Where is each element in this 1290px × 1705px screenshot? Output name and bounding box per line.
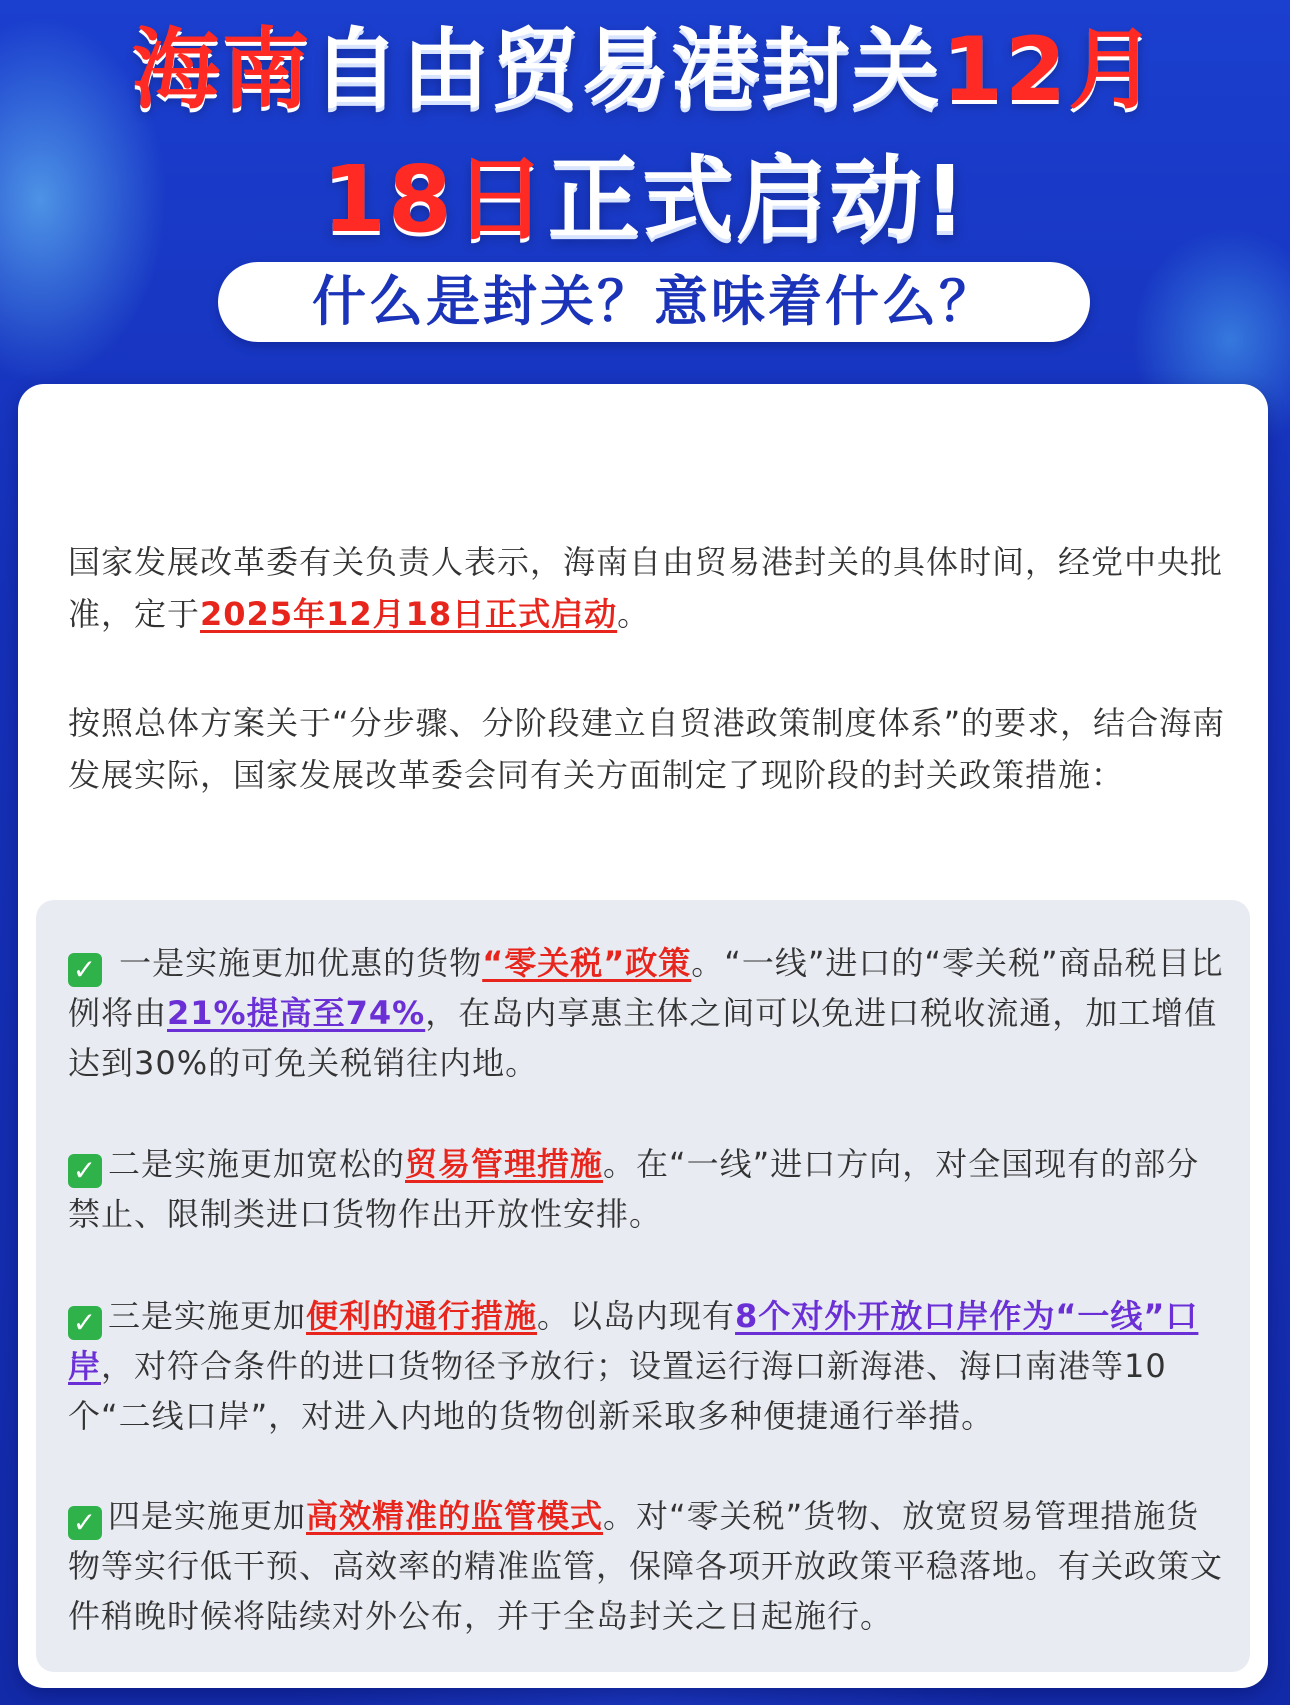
measure-text: ，对符合条件的进口货物径予放行；设置运行海口新海港、海口南港等10个“二线口岸”，对进入内地的货物创新采取多种便捷通行举措。 — [68, 1347, 1167, 1435]
measure-text: 四是实施更加 — [108, 1497, 307, 1535]
measure-text: 。在“一线”进口方向，对全国现有的部分禁止、限制类进口货物作出开放性安排。 — [68, 1145, 1200, 1233]
check-mark-icon: ✓ — [68, 1306, 102, 1340]
measure-highlight-purple: 21%提高至74% — [167, 994, 426, 1032]
measure-text: 。以岛内现有 — [537, 1297, 736, 1335]
check-mark-icon: ✓ — [68, 1154, 102, 1188]
title-red-hainan: 海南 — [131, 18, 312, 121]
main-title-line-2 — [0, 148, 1290, 252]
content-card — [18, 384, 1268, 1688]
subtitle-pill: 什么是封关？意味着什么？ — [218, 262, 1090, 342]
measure-highlight-purple: 8个对外开放口岸作为“一线”口岸 — [68, 1297, 1199, 1385]
title-white-ftz: 自由贸易港封关 — [311, 18, 942, 121]
measure-text: 二是实施更加宽松的 — [108, 1145, 406, 1183]
check-mark-icon: ✓ — [68, 953, 102, 987]
measures-panel — [36, 900, 1250, 1672]
measure-text: 一是实施更加优惠的货物 — [108, 944, 483, 982]
measure-highlight-red: 便利的通行措施 — [306, 1297, 538, 1335]
measure-text: 三是实施更加 — [108, 1297, 307, 1335]
measure-item-3 — [68, 1291, 1228, 1441]
measure-text: ，在岛内享惠主体之间可以免进口税收流通，加工增值达到30%的可免关税销往内地。 — [68, 994, 1218, 1082]
launch-date-highlight: 2025年12月18日正式启动 — [200, 595, 618, 633]
measure-highlight-red: “零关税”政策 — [482, 944, 692, 982]
measure-item-2 — [68, 1139, 1228, 1239]
title-red-18th: 18日 — [322, 146, 549, 253]
intro-paragraph-2: 按照总体方案关于“分步骤、分阶段建立自贸港政策制度体系”的要求，结合海南发展实际，国家发展改革委会同有关方面制定了现阶段的封关政策措施： — [68, 704, 1226, 794]
measure-item-1 — [68, 938, 1228, 1088]
title-white-launch: 正式启动! — [548, 146, 968, 253]
main-title-line-1 — [0, 20, 1290, 120]
measure-item-4 — [68, 1491, 1228, 1641]
intro-text: 国家发展改革委有关负责人表示，海南自由贸易港封关的具体时间，经党中央批准，定于 — [68, 543, 1224, 633]
check-mark-icon: ✓ — [68, 1506, 102, 1540]
measure-highlight-red: 贸易管理措施 — [405, 1145, 604, 1183]
measure-highlight-red: 高效精准的监管模式 — [306, 1497, 604, 1535]
measure-text: 。“一线”进口的“零关税”商品税目比例将由 — [68, 944, 1224, 1032]
intro-end: 。 — [617, 595, 651, 633]
measure-text: 。对“零关税”货物、放宽贸易管理措施货物等实行低干预、高效率的精准监管，保障各项开放政策平稳落地。有关政策文件稍晚时候将陆续对外公布，并于全岛封关之日起施行。 — [68, 1497, 1224, 1635]
title-red-december: 12月 — [941, 18, 1159, 121]
header — [0, 0, 1290, 370]
intro-paragraph-1 — [68, 536, 1238, 640]
